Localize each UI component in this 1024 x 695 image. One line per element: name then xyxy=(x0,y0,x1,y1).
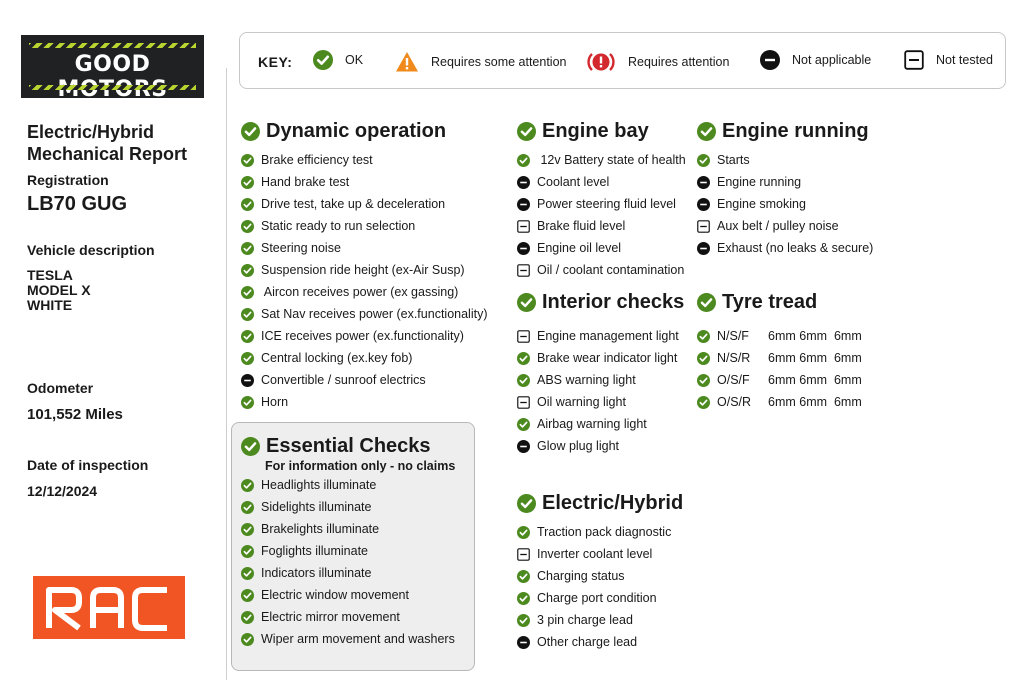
section-tyre-tread xyxy=(697,291,862,413)
check-item-label: Drive test, take up & deceleration xyxy=(261,197,446,211)
check-item xyxy=(241,347,487,369)
ok-check-icon xyxy=(241,479,254,492)
check-item-label: Exhaust (no leaks & secure) xyxy=(717,241,874,255)
check-item xyxy=(241,474,455,496)
ok-check-icon xyxy=(241,308,254,321)
key-ok xyxy=(313,50,363,70)
ok-check-icon xyxy=(241,501,254,514)
section-title: Essential Checks xyxy=(266,434,431,457)
tyre-reading: 6mm 6mm 6mm xyxy=(768,395,862,409)
key-some-attention xyxy=(395,50,567,74)
rac-logo xyxy=(33,576,185,639)
check-item xyxy=(241,628,455,650)
check-item xyxy=(697,237,873,259)
check-item xyxy=(241,496,455,518)
check-list xyxy=(241,474,455,650)
not-tested-icon xyxy=(904,50,924,70)
ok-check-icon xyxy=(697,330,710,343)
not-applicable-icon xyxy=(697,198,710,211)
ok-check-icon xyxy=(517,154,530,167)
ok-check-icon xyxy=(241,176,254,189)
inspection-date-value: 12/12/2024 xyxy=(27,483,98,499)
check-item xyxy=(241,606,455,628)
check-item xyxy=(697,391,862,413)
brand-name: GOOD xyxy=(74,52,151,77)
section-title: Engine bay xyxy=(542,119,649,142)
section-title: Electric/Hybrid xyxy=(542,491,684,514)
section-header xyxy=(241,120,487,142)
ok-check-icon xyxy=(241,589,254,602)
check-item-label: 12v Battery state of health xyxy=(537,153,686,167)
check-item-label: Engine oil level xyxy=(537,241,622,255)
ok-check-icon xyxy=(517,592,530,605)
check-item xyxy=(697,171,873,193)
registration-value: LB70 GUG xyxy=(27,193,128,215)
ok-check-icon xyxy=(517,526,530,539)
ok-check-icon xyxy=(697,396,710,409)
check-item xyxy=(517,237,686,259)
check-item-label: Hand brake test xyxy=(261,175,350,189)
ok-check-icon xyxy=(241,242,254,255)
check-item xyxy=(697,369,862,391)
check-item-label: Coolant level xyxy=(537,175,610,189)
key-some-attention-label: Requires some attention xyxy=(431,55,567,69)
check-item xyxy=(241,171,487,193)
check-item xyxy=(517,565,683,587)
tyre-position: O/S/F xyxy=(717,373,750,387)
registration-label: Registration xyxy=(27,172,109,188)
check-item xyxy=(517,543,683,565)
key-ok-label: OK xyxy=(345,53,364,67)
check-item-label: Starts xyxy=(717,153,750,167)
ok-check-icon xyxy=(241,198,254,211)
check-item xyxy=(517,521,683,543)
not-applicable-icon xyxy=(517,440,530,453)
not-applicable-icon xyxy=(697,242,710,255)
section-subtitle: For information only - no claims xyxy=(265,459,456,473)
ok-check-icon xyxy=(517,494,536,513)
not-applicable-icon xyxy=(517,242,530,255)
ok-check-icon xyxy=(241,633,254,646)
check-item xyxy=(517,609,683,631)
ok-check-icon xyxy=(517,614,530,627)
ok-check-icon xyxy=(241,523,254,536)
logo-stripe-bottom xyxy=(29,85,196,90)
section-header xyxy=(517,492,683,514)
ok-check-icon xyxy=(241,352,254,365)
rac-logo-lettering xyxy=(33,576,185,639)
check-item xyxy=(517,369,684,391)
check-item-label: Suspension ride height (ex-Air Susp) xyxy=(261,263,465,277)
ok-check-icon xyxy=(241,154,254,167)
check-item-label: Traction pack diagnostic xyxy=(537,525,672,539)
ok-check-icon xyxy=(517,570,530,583)
check-list xyxy=(517,149,686,281)
check-item xyxy=(517,171,686,193)
key-not-applicable-label: Not applicable xyxy=(792,53,872,67)
section-title: Engine running xyxy=(722,119,869,142)
check-item-label: Other charge lead xyxy=(537,635,638,649)
section-engine-bay xyxy=(517,120,686,281)
section-dynamic-operation xyxy=(241,120,487,413)
section-interior-checks xyxy=(517,291,684,457)
check-list xyxy=(517,325,684,457)
check-item-label: Brakelights illuminate xyxy=(261,522,380,536)
tyre-reading: 6mm 6mm 6mm xyxy=(768,329,862,343)
check-item xyxy=(241,281,487,303)
check-item-label: Electric mirror movement xyxy=(261,610,400,624)
ok-check-icon xyxy=(241,330,254,343)
check-item xyxy=(697,193,873,215)
check-item-label: Inverter coolant level xyxy=(537,547,653,561)
ok-check-icon xyxy=(241,122,260,141)
column-divider xyxy=(226,68,227,680)
ok-check-icon xyxy=(517,293,536,312)
check-item xyxy=(241,584,455,606)
check-item-label: Static ready to run selection xyxy=(261,219,416,233)
check-item-label: Engine running xyxy=(717,175,802,189)
check-item xyxy=(241,215,487,237)
ok-check-icon xyxy=(697,352,710,365)
not-applicable-icon xyxy=(517,176,530,189)
check-item xyxy=(241,259,487,281)
ok-check-icon xyxy=(697,293,716,312)
ok-check-icon xyxy=(241,286,254,299)
warning-triangle-icon xyxy=(395,50,419,74)
check-item-label: Airbag warning light xyxy=(537,417,647,431)
check-item-label: Engine management light xyxy=(537,329,679,343)
check-item xyxy=(517,259,686,281)
check-item-label: Aircon receives power (ex gassing) xyxy=(261,285,459,299)
section-engine-running xyxy=(697,120,873,259)
section-header xyxy=(517,120,686,142)
check-item xyxy=(517,631,683,653)
check-item-label: Brake wear indicator light xyxy=(537,351,678,365)
check-item-label: Glow plug light xyxy=(537,439,619,453)
check-item xyxy=(241,149,487,171)
check-item xyxy=(241,518,455,540)
check-item-label: Oil warning light xyxy=(537,395,626,409)
check-item xyxy=(517,587,683,609)
check-item xyxy=(241,303,487,325)
not-applicable-icon xyxy=(760,50,780,70)
section-header xyxy=(697,120,873,142)
logo-stripe-top xyxy=(29,43,196,48)
check-item-label: Horn xyxy=(261,395,289,409)
ok-check-icon xyxy=(241,437,260,456)
section-title: Dynamic operation xyxy=(266,119,447,142)
vehicle-make: TESLA xyxy=(27,267,73,283)
ok-check-icon xyxy=(241,545,254,558)
ok-check-icon xyxy=(241,611,254,624)
section-title: Interior checks xyxy=(542,290,685,313)
key-attention xyxy=(586,50,729,74)
ok-check-icon xyxy=(697,374,710,387)
tyre-reading: 6mm 6mm 6mm xyxy=(768,373,862,387)
section-header xyxy=(241,435,455,457)
check-item xyxy=(241,325,487,347)
ok-check-icon xyxy=(517,418,530,431)
check-item-label: Charging status xyxy=(537,569,625,583)
ok-check-icon xyxy=(241,567,254,580)
key-not-applicable xyxy=(760,50,871,70)
check-item xyxy=(241,193,487,215)
ok-check-icon xyxy=(517,122,536,141)
check-item xyxy=(517,435,684,457)
vehicle-description-label: Vehicle description xyxy=(27,242,155,258)
vehicle-colour: WHITE xyxy=(27,297,73,313)
key-not-tested xyxy=(904,50,993,70)
check-item-label: Wiper arm movement and washers xyxy=(261,632,455,646)
not-applicable-icon xyxy=(241,374,254,387)
check-list xyxy=(241,149,487,413)
check-item-label: ABS warning light xyxy=(537,373,636,387)
not-tested-icon xyxy=(517,264,530,277)
report-title-line2: Mechanical Report xyxy=(27,144,188,164)
ok-check-icon xyxy=(241,264,254,277)
section-essential-checks xyxy=(241,435,455,650)
report-title xyxy=(27,121,187,165)
check-list xyxy=(697,149,873,259)
check-item-label: Electric window movement xyxy=(261,588,409,602)
tyre-position: N/S/F xyxy=(717,329,749,343)
report-title-line1: Electric/Hybrid xyxy=(27,122,155,142)
not-tested-icon xyxy=(517,220,530,233)
tyre-position: N/S/R xyxy=(717,351,751,365)
check-item-label: ICE receives power (ex.functionality) xyxy=(261,329,464,343)
check-item xyxy=(697,149,873,171)
check-item xyxy=(517,347,684,369)
check-item xyxy=(241,391,487,413)
ok-check-icon xyxy=(517,374,530,387)
check-item-label: Oil / coolant contamination xyxy=(537,263,685,277)
check-item-label: Foglights illuminate xyxy=(261,544,368,558)
check-item xyxy=(241,369,487,391)
check-list xyxy=(517,521,683,653)
check-item xyxy=(517,149,686,171)
odometer-label: Odometer xyxy=(27,380,94,396)
check-item-label: Aux belt / pulley noise xyxy=(717,219,839,233)
key-title: KEY: xyxy=(258,54,293,70)
tyre-position: O/S/R xyxy=(717,395,752,409)
section-electric-hybrid xyxy=(517,492,683,653)
check-item xyxy=(517,215,686,237)
tyre-reading: 6mm 6mm 6mm xyxy=(768,351,862,365)
not-applicable-icon xyxy=(517,636,530,649)
good-motors-logo xyxy=(21,35,204,98)
ok-check-icon xyxy=(517,352,530,365)
check-item xyxy=(517,325,684,347)
not-applicable-icon xyxy=(697,176,710,189)
check-item xyxy=(517,391,684,413)
check-item xyxy=(697,347,862,369)
not-tested-icon xyxy=(697,220,710,233)
section-header xyxy=(697,291,862,313)
section-title: Tyre tread xyxy=(722,290,818,313)
check-item xyxy=(697,325,862,347)
check-item-label: Central locking (ex.key fob) xyxy=(261,351,413,365)
key-attention-label: Requires attention xyxy=(628,55,730,69)
check-item xyxy=(241,562,455,584)
check-item-label: Sidelights illuminate xyxy=(261,500,372,514)
check-item-label: Power steering fluid level xyxy=(537,197,676,211)
check-item-label: Convertible / sunroof electrics xyxy=(261,373,426,387)
not-tested-icon xyxy=(517,396,530,409)
check-item-label: Charge port condition xyxy=(537,591,657,605)
check-item-label: Engine smoking xyxy=(717,197,806,211)
check-item-label: Brake efficiency test xyxy=(261,153,373,167)
not-tested-icon xyxy=(517,548,530,561)
check-item-label: Steering noise xyxy=(261,241,341,255)
check-item xyxy=(241,540,455,562)
check-item-label: 3 pin charge lead xyxy=(537,613,633,627)
not-applicable-icon xyxy=(517,198,530,211)
ok-check-icon xyxy=(313,50,333,70)
ok-check-icon xyxy=(697,154,710,167)
odometer-value: 101,552 Miles xyxy=(27,406,123,423)
check-item xyxy=(697,215,873,237)
inspection-date-label: Date of inspection xyxy=(27,457,149,473)
check-item-label: Indicators illuminate xyxy=(261,566,372,580)
ok-check-icon xyxy=(241,396,254,409)
check-item-label: Sat Nav receives power (ex.functionality) xyxy=(261,307,488,321)
check-item xyxy=(241,237,487,259)
vehicle-model: MODEL X xyxy=(27,282,91,298)
key-not-tested-label: Not tested xyxy=(936,53,993,67)
not-tested-icon xyxy=(517,330,530,343)
ok-check-icon xyxy=(241,220,254,233)
check-item-label: Brake fluid level xyxy=(537,219,626,233)
check-item xyxy=(517,413,684,435)
check-list xyxy=(697,325,862,413)
alert-brake-icon xyxy=(586,50,616,74)
ok-check-icon xyxy=(697,122,716,141)
check-item xyxy=(517,193,686,215)
check-item-label: Headlights illuminate xyxy=(261,478,377,492)
status-key xyxy=(239,32,1006,89)
vehicle-description xyxy=(27,268,91,313)
section-header xyxy=(517,291,684,313)
